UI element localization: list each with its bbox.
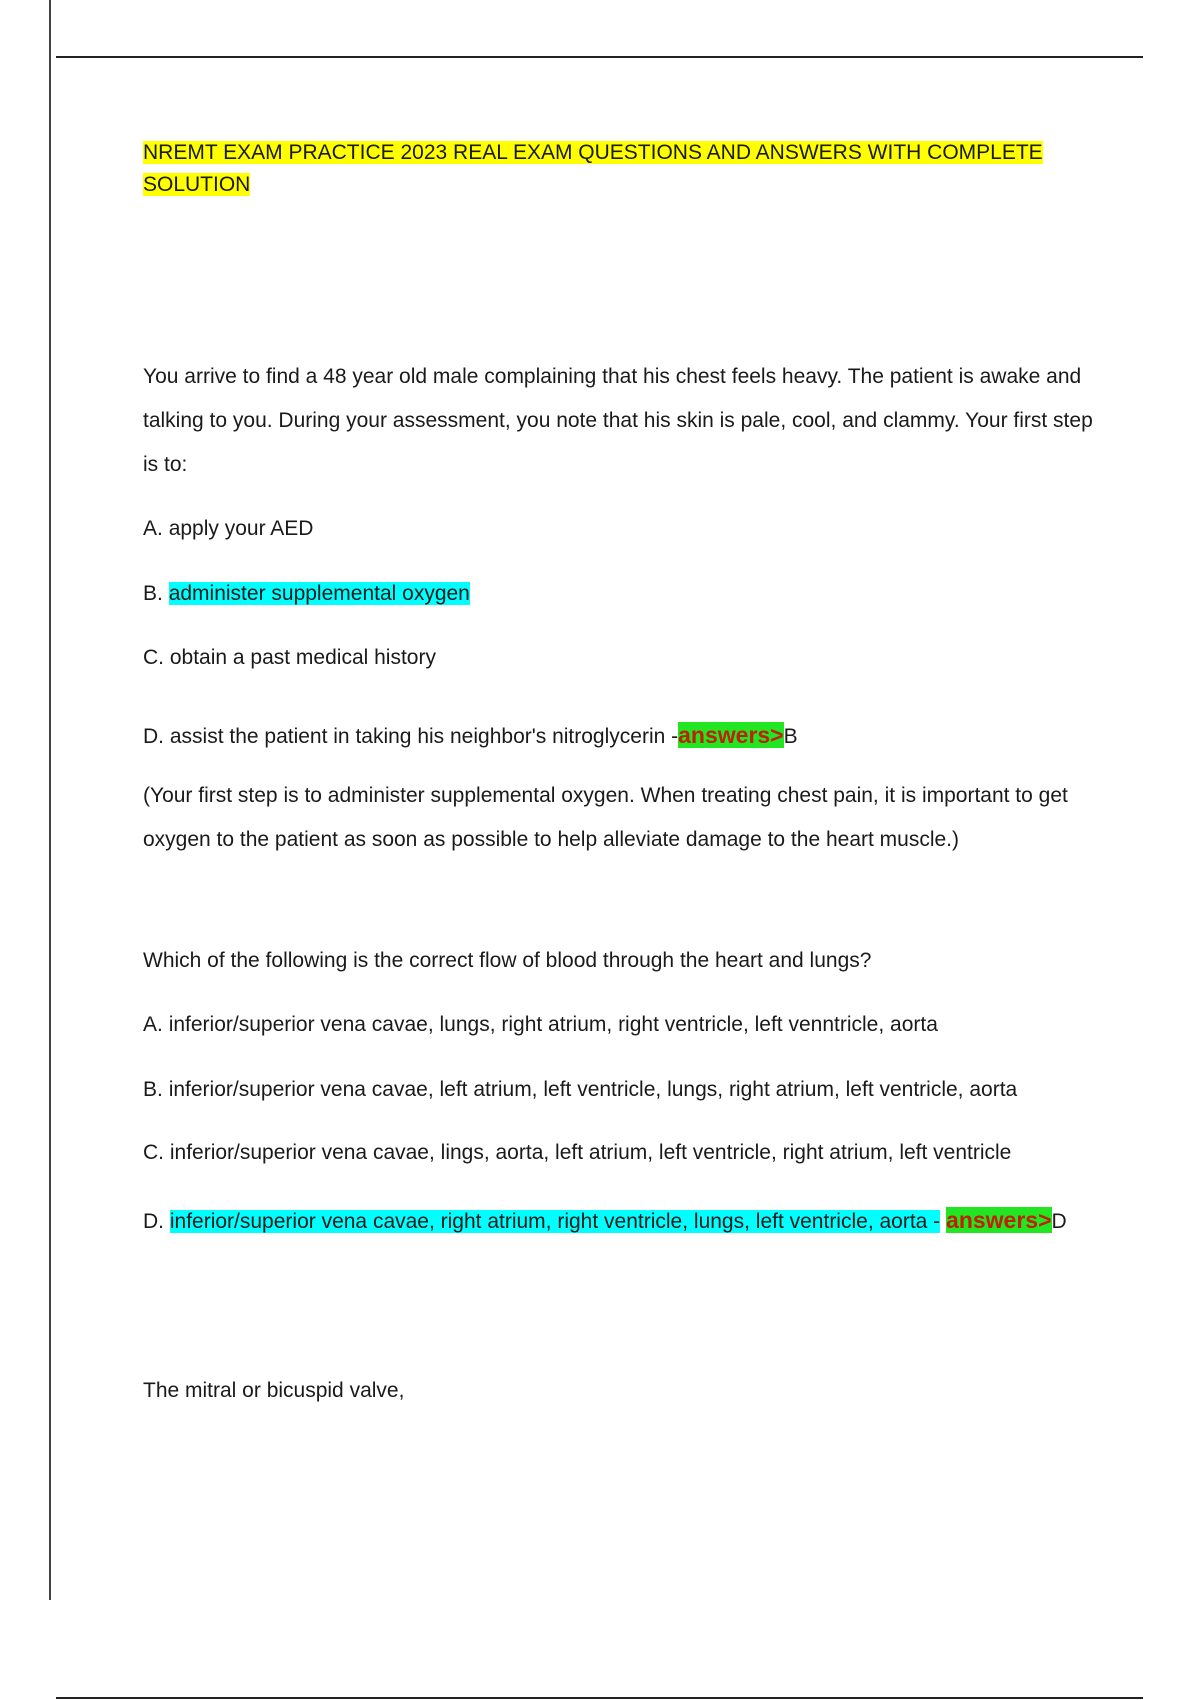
top-rule <box>56 56 1143 58</box>
option-letter: B. <box>143 582 163 605</box>
question-1-option-a <box>143 514 1103 544</box>
bottom-rule <box>56 1697 1143 1699</box>
answer-marker: answers> <box>946 1207 1052 1233</box>
option-letter: D. <box>143 725 164 748</box>
option-text: inferior/superior vena cavae, lings, aorta, left atrium, left ventricle, right atrium, left ventricle <box>169 1141 1012 1164</box>
option-letter: C. <box>143 1141 164 1164</box>
question-1-option-d <box>143 720 1103 752</box>
question-2-option-a <box>143 1010 1103 1040</box>
question-1-option-c <box>143 643 1103 673</box>
option-text: inferior/superior vena cavae, left atrium, left ventricle, lungs, right atrium, left ventricle, aorta <box>168 1078 1018 1101</box>
answer-letter: D <box>1051 1210 1067 1233</box>
question-3-stem: The mitral or bicuspid valve, <box>143 1379 405 1402</box>
option-letter: D. <box>143 1210 164 1233</box>
option-text: inferior/superior vena cavae, lungs, right atrium, right ventricle, left venntricle, aorta <box>168 1013 938 1036</box>
option-letter: C. <box>143 646 164 669</box>
answer-letter: B <box>783 725 798 748</box>
question-2-stem: Which of the following is the correct flow of blood through the heart and lungs? <box>143 949 872 972</box>
question-2-option-c <box>143 1138 1103 1168</box>
correct-option-text: inferior/superior vena cavae, right atrium, right ventricle, lungs, left ventricle, aorta - <box>169 1210 941 1233</box>
question-1-option-b <box>143 579 1103 609</box>
question-1-explanation: (Your first step is to administer supplemental oxygen. When treating chest pain, it is important to get oxygen to the patient as soon as possible to help alleviate damage to the heart muscle.) <box>143 784 1068 851</box>
option-text: apply your AED <box>168 517 314 540</box>
answer-marker: answers> <box>678 722 784 748</box>
option-letter: A. <box>143 1013 163 1036</box>
question-2-option-b <box>143 1075 1103 1105</box>
left-margin-rule <box>49 0 51 1600</box>
correct-option-text: administer supplemental oxygen <box>168 582 470 605</box>
question-2-option-d <box>143 1200 1103 1242</box>
question-1-stem: You arrive to find a 48 year old male complaining that his chest feels heavy. The patient is awake and talking to you. During your assessment, you note that his skin is pale, cool, and clammy. Your first step is to: <box>143 365 1093 476</box>
option-letter: A. <box>143 517 163 540</box>
option-text: assist the patient in taking his neighbor's nitroglycerin - <box>169 725 679 748</box>
option-text: obtain a past medical history <box>169 646 436 669</box>
document-title <box>143 137 1103 201</box>
option-letter: B. <box>143 1078 163 1101</box>
title-text: NREMT EXAM PRACTICE 2023 REAL EXAM QUESTIONS AND ANSWERS WITH COMPLETE SOLUTION <box>143 141 1043 196</box>
